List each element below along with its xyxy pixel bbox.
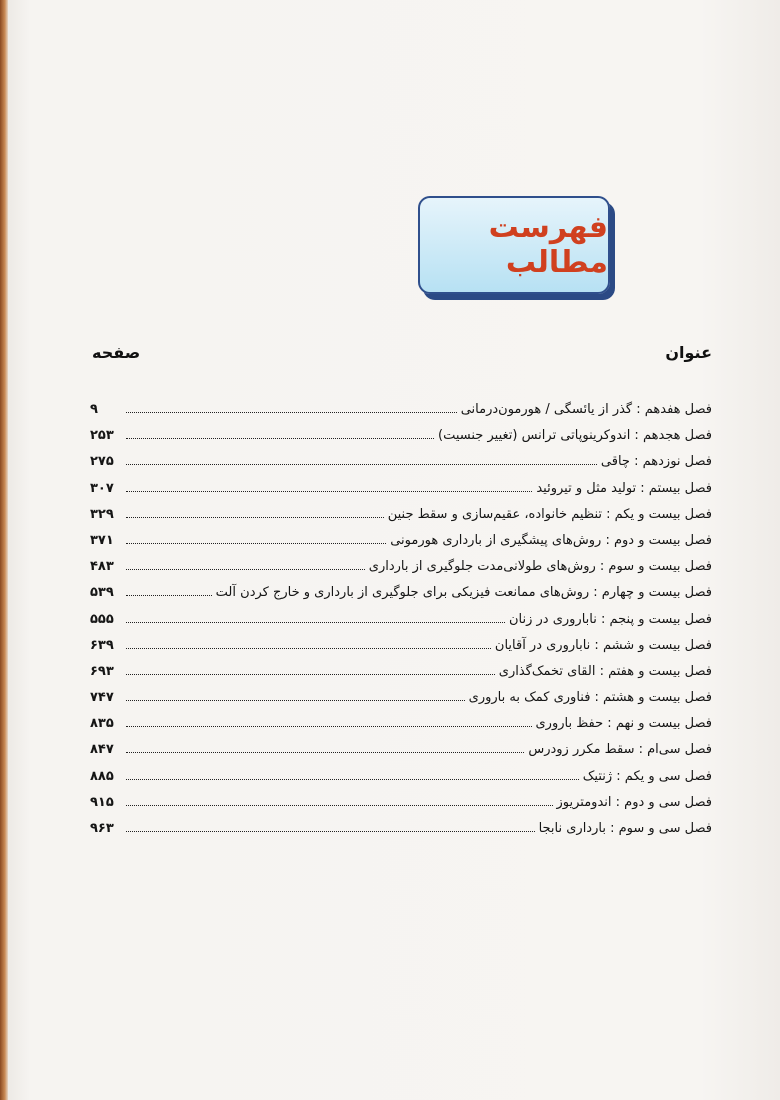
book-spine-edge [0,0,8,1100]
toc-entry [90,533,712,559]
toc-entry-page-number: ۶۳۹ [90,637,114,653]
toc-entry-page-number: ۶۹۳ [90,663,114,679]
toc-entry [90,402,712,428]
toc-entry-leader-dots [126,691,465,701]
toc-entry [90,559,712,585]
toc-entry-title: فصل سی و سوم : بارداری نابجا [538,821,712,836]
toc-entry [90,795,712,821]
toc-entry [90,612,712,638]
toc-entry [90,821,712,847]
toc-entry-title: فصل بیست و پنجم : ناباروری در زنان [508,611,712,627]
toc-entry-title: فصل سی‌ام : سقط مکرر زودرس [528,742,712,758]
toc-entry-title: فصل سی و دوم : اندومتریوز [556,794,712,810]
toc-entry-page-number: ۸۴۷ [90,742,114,758]
toc-entry-leader-dots [126,429,434,439]
toc-entry-title: فصل بیستم : تولید مثل و تیروئید [536,480,712,496]
toc-entry-page-number: ۹۱۵ [90,794,114,810]
toc-entry-page-number: ۸۸۵ [90,768,114,784]
toc-entry-leader-dots [126,665,495,675]
toc-entry-title: فصل بیست و سوم : روش‌های طولانی‌مدت جلوگیری از بارداری [368,559,712,575]
toc-entry-title: فصل بیست و هشتم : فناوری کمک به باروری [468,690,712,706]
toc-entry-leader-dots [126,508,384,518]
toc-entry-leader-dots [126,403,457,413]
toc-entry-leader-dots [126,770,579,780]
toc-header-row [92,338,712,366]
toc-entry-title: فصل هجدهم : اندوکرینوپاتی ترانس (تغییر جنسیت) [438,428,712,444]
toc-list [90,402,712,847]
toc-entry-page-number: ۲۷۵ [90,454,114,470]
toc-entry-leader-dots [126,717,532,727]
toc-entry-title: فصل بیست و نهم : حفظ باروری [535,716,712,732]
toc-entry-title: فصل نوزدهم : چاقی [600,454,712,470]
toc-title-box [418,196,610,294]
toc-entry-title: فصل بیست و یکم : تنظیم خانواده، عقیم‌سازی و سقط جنین [387,506,712,522]
toc-entry [90,481,712,507]
toc-entry [90,454,712,480]
toc-entry-title: فصل بیست و هفتم : القای تخمک‌گذاری [498,663,712,679]
toc-entry-page-number: ۵۵۵ [90,611,114,627]
toc-entry-page-number: ۹۶۳ [90,821,114,836]
toc-entry-leader-dots [126,613,505,623]
column-page-label: صفحه [92,342,141,362]
toc-entry [90,690,712,716]
toc-entry-leader-dots [126,560,365,570]
toc-entry-page-number: ۷۴۷ [90,690,114,706]
toc-entry-leader-dots [126,796,553,806]
toc-entry [90,716,712,742]
toc-entry-title: فصل بیست و ششم : ناباروری در آقایان [494,637,712,653]
toc-entry-leader-dots [126,534,386,544]
toc-entry-page-number: ۸۳۵ [90,716,114,732]
toc-entry-page-number: ۳۷۱ [90,532,114,548]
toc-entry-page-number: ۹ [90,402,98,417]
toc-entry-page-number: ۲۵۳ [90,428,114,444]
toc-entry-page-number: ۵۳۹ [90,585,114,601]
toc-entry [90,742,712,768]
toc-entry-title: فصل هفدهم : گذر از یائسگی / هورمون‌درمانی [460,402,712,417]
toc-entry-leader-dots [126,822,535,832]
toc-entry-title: فصل بیست و دوم : روش‌های پیشگیری از بارداری هورمونی [390,532,712,548]
toc-entry-leader-dots [126,455,597,465]
toc-entry-page-number: ۳۰۷ [90,480,114,496]
toc-entry [90,638,712,664]
toc-entry-title: فصل سی و یکم : ژنتیک [582,768,712,784]
toc-entry-title: فصل بیست و چهارم : روش‌های ممانعت فیزیکی برای جلوگیری از بارداری و خارج کردن آلت [215,585,712,601]
toc-entry-leader-dots [126,482,532,492]
toc-entry-leader-dots [126,639,491,649]
toc-entry-leader-dots [126,743,524,753]
toc-title: فهرست مطالب [488,210,608,280]
toc-entry [90,585,712,611]
column-title-label: عنوان [665,342,712,362]
toc-entry [90,769,712,795]
toc-entry [90,428,712,454]
toc-entry [90,507,712,533]
toc-entry-leader-dots [126,586,212,596]
toc-entry [90,664,712,690]
toc-entry-page-number: ۳۲۹ [90,506,114,522]
toc-entry-page-number: ۴۸۳ [90,559,114,575]
